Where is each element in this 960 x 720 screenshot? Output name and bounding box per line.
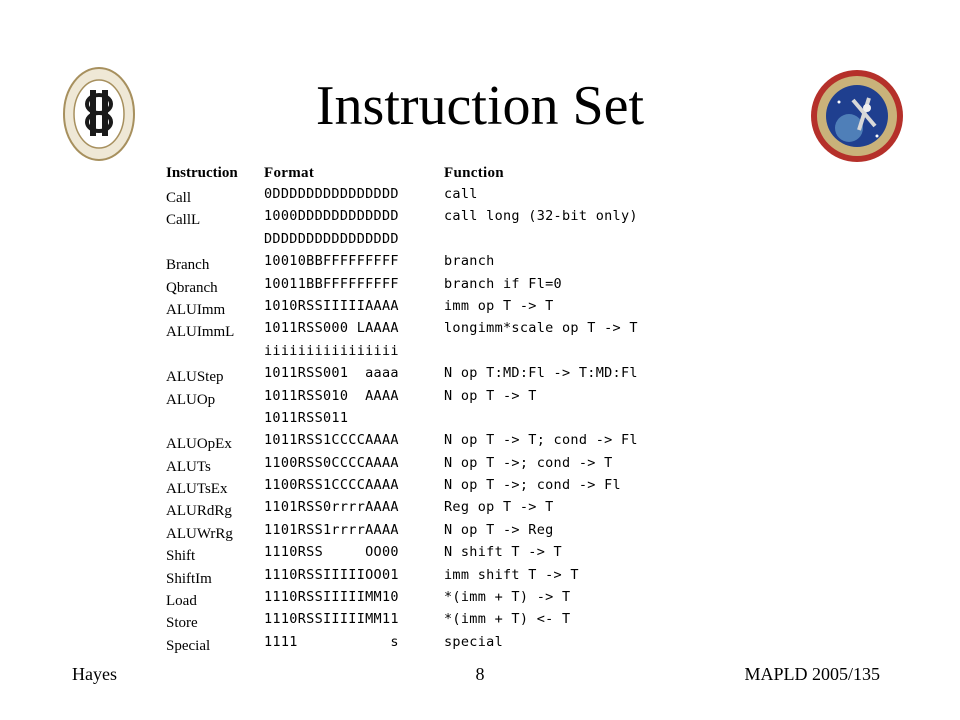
table-row [166,363,706,385]
instruction-cell: Load [166,593,197,610]
table-row [166,565,706,587]
format-cell: 1000DDDDDDDDDDDD [264,208,399,225]
format-cell: 1010RSSIIIIIAAAA [264,297,399,314]
format-cell: 1101RSS0rrrrAAAA [264,499,399,516]
table-row [166,341,706,363]
table-row [166,453,706,475]
table-header-row [166,162,706,184]
format-cell: 0DDDDDDDDDDDDDDD [264,186,399,202]
format-cell: 1110RSS OO00 [264,544,399,561]
header-function: Function [444,165,504,181]
format-cell: 1100RSS1CCCCAAAA [264,477,399,494]
function-cell: N op T -> T; cond -> Fl [444,432,638,449]
instruction-cell: Qbranch [166,279,218,296]
instruction-cell: Branch [166,257,210,274]
table-row [166,475,706,497]
instruction-cell: ALUWrRg [166,525,233,542]
header-instruction: Instruction [166,165,238,181]
table-row [166,251,706,273]
instruction-cell: Call [166,190,191,206]
instruction-cell: CallL [166,212,201,229]
function-cell: call long (32-bit only) [444,208,638,225]
instruction-cell: Special [166,637,211,654]
table-row [166,229,706,251]
instruction-cell: ShiftIm [166,570,212,587]
function-cell: branch if Fl=0 [444,275,562,292]
format-cell: DDDDDDDDDDDDDDDD [264,230,399,247]
table-row [166,520,706,542]
instruction-cell: ALUImmL [166,324,235,341]
table-row [166,587,706,609]
footer-event-id: MAPLD 2005/135 [744,664,880,684]
instruction-cell: ALUImm [166,301,226,318]
function-cell: *(imm + T) <- T [444,611,571,628]
format-cell: 10011BBFFFFFFFFF [264,275,399,292]
instruction-cell: ALURdRg [166,503,232,520]
table-row [166,542,706,564]
table-row [166,430,706,452]
function-cell: special [444,633,503,650]
format-cell: 1011RSS010 AAAA [264,387,399,404]
instruction-cell: ALUStep [166,369,224,386]
footer-author: Hayes [72,664,117,684]
table-row [166,184,706,206]
format-cell: 1111 s [264,633,399,650]
format-cell: 1100RSS0CCCCAAAA [264,454,399,471]
format-cell: 1110RSSIIIIIMM10 [264,589,399,606]
table-row [166,274,706,296]
format-cell: 10010BBFFFFFFFFF [264,253,399,270]
format-cell: 1101RSS1rrrrAAAA [264,521,399,538]
instruction-cell: Store [166,615,198,632]
table-row [166,386,706,408]
function-cell: N op T -> T [444,387,537,404]
format-cell: iiiiiiiiiiiiiiii [264,342,399,359]
format-cell: 1011RSS001 aaaa [264,365,399,382]
function-cell: N op T ->; cond -> Fl [444,477,621,494]
table-row [166,632,706,654]
function-cell: call [444,186,478,202]
function-cell: N op T -> Reg [444,521,554,538]
format-cell: 1011RSS1CCCCAAAA [264,432,399,449]
instruction-cell: ALUOp [166,391,216,408]
table-row [166,408,706,430]
function-cell: imm shift T -> T [444,566,579,583]
instruction-cell: ALUTsEx [166,481,228,498]
function-cell: longimm*scale op T -> T [444,320,638,337]
table-row [166,318,706,340]
header-format: Format [264,165,315,181]
format-cell: 1110RSSIIIIIMM11 [264,611,399,628]
format-cell: 1110RSSIIIIIOO01 [264,566,399,583]
function-cell: N op T:MD:Fl -> T:MD:Fl [444,365,638,382]
table-row [166,609,706,631]
function-cell: branch [444,253,495,270]
format-cell: 1011RSS011 [264,409,349,426]
instruction-cell: ALUOpEx [166,436,232,453]
function-cell: *(imm + T) -> T [444,589,571,606]
function-cell: N shift T -> T [444,544,562,561]
table-row [166,206,706,228]
slide-title: Instruction Set [315,75,645,137]
format-cell: 1011RSS000 LAAAA [264,320,399,337]
function-cell: N op T ->; cond -> T [444,454,613,471]
instruction-cell: ALUTs [166,458,211,475]
table-row [166,497,706,519]
instruction-table [166,162,706,654]
function-cell: imm op T -> T [444,297,554,314]
function-cell: Reg op T -> T [444,499,554,516]
instruction-cell: Shift [166,548,196,565]
table-row [166,296,706,318]
footer-page-number: 8 [475,664,485,684]
table-body [166,184,706,654]
